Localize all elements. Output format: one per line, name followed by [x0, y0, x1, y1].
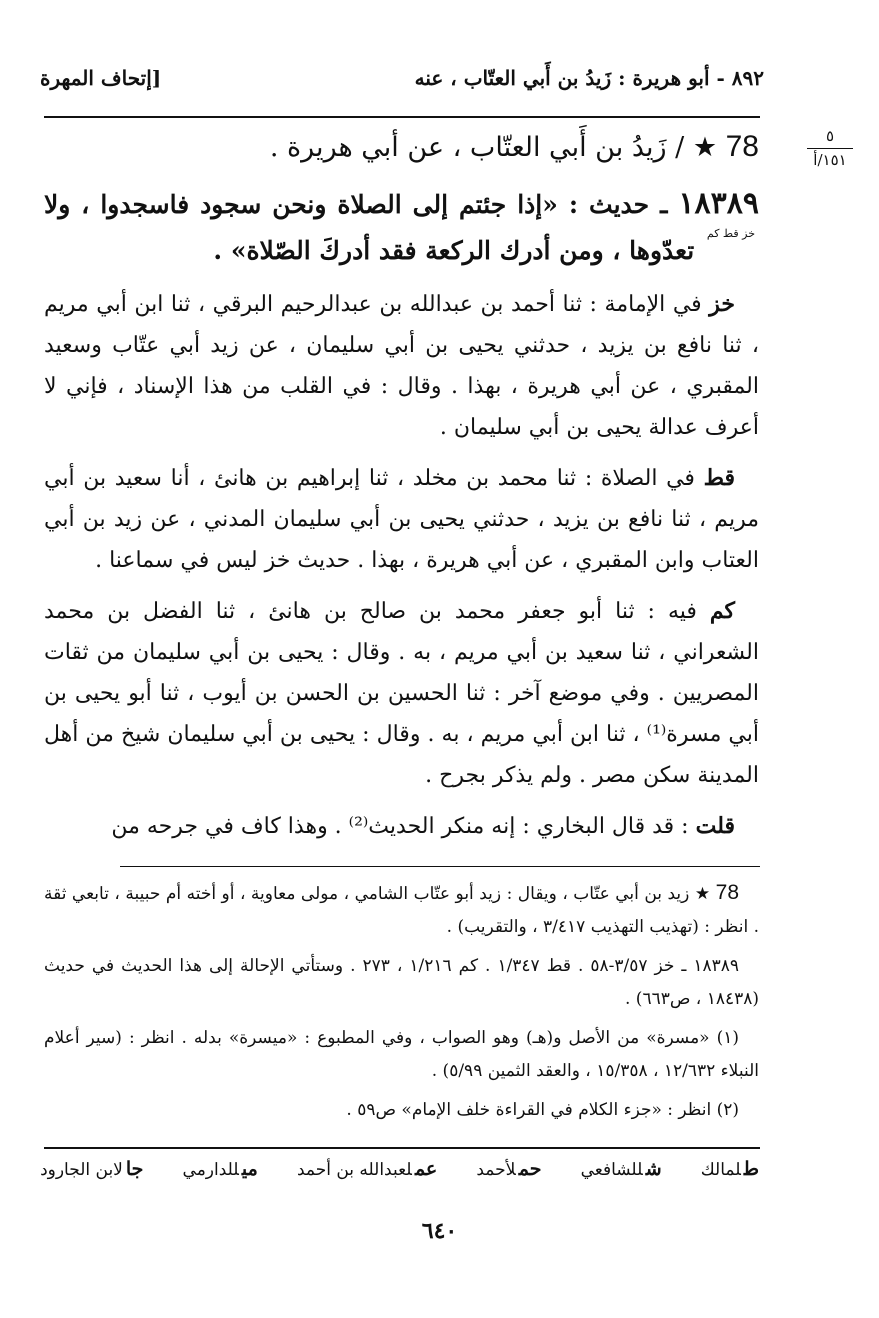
source-codes: خز قط كم	[706, 227, 755, 240]
footnote-1: (١) «مسرة» من الأصل و(هـ) وهو الصواب ، وفي المطبوع : «ميسرة» بدله . انظر : (سير أعلام النبلاء ١٢/٦٣٢ ، ١٥/٣٥٨ ، والعقد الثمين ٥/٩٩) .	[44, 1028, 759, 1081]
folio-rule	[807, 148, 853, 149]
footnote-entry-text: زيد بن أبي عتّاب ، ويقال : زيد أبو عتّاب الشامي ، مولى معاوية ، أو أخته أم حبيبة ، تابعي ثقة . انظر : (تهذيب التهذيب ٣/٤١٧ ، والتقريب) .	[44, 884, 759, 937]
hadith-text-line-2: تعدّوها ، ومن أدرك الركعة فقد أدركَ الصّلاة» .	[213, 236, 695, 265]
key-item: عملعبدالله بن أحمد	[296, 1158, 438, 1180]
paragraph-hakim	[44, 591, 759, 796]
paragraph-lead: قلت	[695, 813, 735, 839]
paragraph-lead: كم	[709, 598, 735, 624]
key-item: حملأحمد	[476, 1158, 542, 1180]
main-text	[44, 126, 759, 847]
manuscript-folio-mark	[807, 128, 853, 168]
folio-top: ٥	[825, 127, 835, 145]
footnote-2: (٢) انظر : «جزء الكلام في القراءة خلف الإمام» ص٥٩ .	[346, 1100, 739, 1120]
abbreviation-key	[40, 1158, 759, 1180]
star-icon: ★	[692, 132, 718, 163]
paragraph-lead: قط	[703, 465, 735, 491]
entry-number: 78	[725, 130, 759, 163]
key-item: جالابن الجارود	[40, 1158, 144, 1180]
key-rule	[44, 1147, 760, 1149]
paragraph-daraqutni	[44, 458, 759, 581]
footnote-rule	[120, 866, 760, 867]
entry-title	[44, 126, 759, 169]
paragraph-comment	[44, 806, 759, 847]
book-name: [إتحاف المهرة	[40, 66, 162, 90]
paragraph-text: : قد قال البخاري : إنه منكر الحديث⁽²⁾ . وهذا كاف في جرحه من	[111, 814, 696, 839]
footnote-entry	[44, 876, 759, 944]
hadith-text-line-1: ـ حديث : «إذا جئتم إلى الصلاة ونحن سجود فاسجدوا ، ولا	[44, 190, 668, 219]
entry-title-text: / زَيدُ بن أَبي العتّاب ، عن أبي هريرة .	[269, 132, 685, 163]
hadith-number: ١٨٣٨٩	[678, 186, 759, 221]
key-item: طلمالك	[700, 1158, 759, 1180]
star-icon: ★	[694, 884, 711, 904]
paragraph-khuzaymah	[44, 284, 759, 448]
folio-bottom: ١٥١/أ	[813, 150, 847, 169]
footnote-entry-number: 78	[715, 881, 739, 904]
key-item: ميللدارمي	[182, 1158, 258, 1180]
paragraph-text: فيه : ثنا أبو جعفر محمد بن صالح بن هانئ ، ثنا الفضل بن محمد الشعراني ، ثنا سعيد بن أبي مريم ، به . وقال : يحيى بن أبي سليمان من ثقات المصريين . وفي موضع آخر : ثنا الحسين بن الحسن بن أيوب ، ثنا أبو يحيى بن أبي مسرة⁽¹⁾ ، ثنا ابن أبي مريم ، به . وقال : يحيى بن أبي سليمان شيخ من أهل المدينة سكن مصر . ولم يذكر بجرح .	[44, 599, 760, 788]
paragraph-lead: خز	[709, 291, 735, 317]
paragraph-text: في الإمامة : ثنا أحمد بن عبدالله بن عبدالرحيم البرقي ، ثنا ابن أبي مريم ، ثنا نافع بن يزيد ، حدثني يحيى بن أبي سليمان ، عن زيد أبي عتّاب وسعيد المقبري ، عن أبي هريرة ، بهذا . وقال : في القلب من هذا الإسناد ، فإني لا أعرف عدالة يحيى بن أبي سليمان .	[44, 292, 759, 440]
header-rule	[44, 116, 760, 118]
running-title: ٨٩٢ - أبو هريرة : زَيدُ بن أَبي العتّاب ، عنه	[414, 66, 764, 90]
footnotes	[44, 876, 759, 1133]
hadith-text	[44, 181, 759, 274]
footnote-hadith: ١٨٣٨٩ ـ خز ٣/٥٧-٥٨ . قط ١/٣٤٧ . كم ١/٢١٦ ، ٢٧٣ . وستأتي الإحالة إلى هذا الحديث في حديث (١٨٤٣٨ ، ص٦٦٣) .	[44, 956, 759, 1009]
key-item: شللشافعي	[580, 1158, 662, 1180]
paragraph-text: في الصلاة : ثنا محمد بن مخلد ، ثنا إبراهيم بن هانئ ، أنا سعيد بن أبي مريم ، ثنا نافع بن يزيد ، حدثني يحيى بن أبي سليمان المدني ، عن زيد بن أبي العتاب وابن المقبري ، عن أبي هريرة ، بهذا . حديث خز ليس في سماعنا .	[44, 466, 759, 573]
page-number: ٦٤٠	[421, 1218, 458, 1244]
